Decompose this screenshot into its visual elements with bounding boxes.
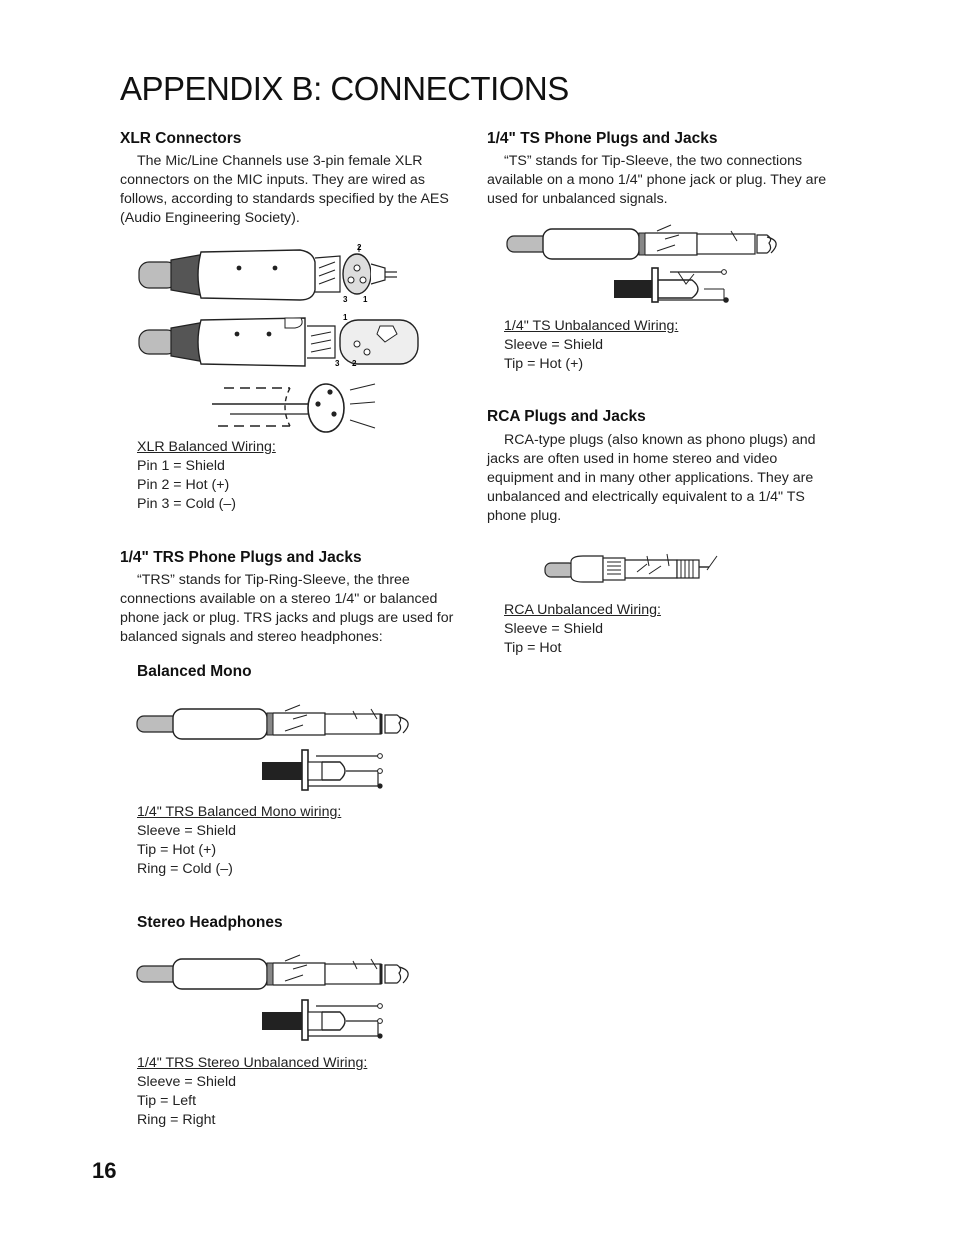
balanced-mono-caption (137, 803, 341, 879)
xlr-caption (137, 438, 276, 514)
trs-jack-schematic-stereo-headphones (260, 998, 390, 1044)
xlr-female-connector-diagram (135, 312, 425, 372)
ts-caption-title: 1/4" TS Unbalanced Wiring: (504, 318, 679, 334)
balanced-mono-caption-line: Sleeve = Shield (137, 823, 236, 839)
rca-caption-line: Tip = Hot (504, 640, 562, 656)
stereo-headphones-caption-title: 1/4" TRS Stereo Unbalanced Wiring: (137, 1055, 368, 1071)
balanced-mono-heading: Balanced Mono (137, 663, 252, 680)
rca-body (487, 431, 832, 526)
xlr-caption-line: Pin 2 = Hot (+) (137, 477, 230, 493)
xlr-top-pin-label-2: 2 (357, 243, 362, 252)
xlr-body (120, 152, 465, 228)
xlr-wiring-schematic (210, 378, 385, 438)
ts-caption (504, 317, 678, 374)
xlr-top-pin-label-1: 1 (363, 295, 368, 304)
ts-jack-schematic (612, 266, 742, 306)
trs-plug-diagram-stereo-headphones (135, 955, 420, 995)
trs-heading: 1/4" TRS Phone Plugs and Jacks (120, 549, 362, 566)
balanced-mono-caption-line: Ring = Cold (–) (137, 861, 233, 877)
stereo-headphones-caption-line: Tip = Left (137, 1093, 197, 1109)
stereo-headphones-caption-line: Ring = Right (137, 1112, 216, 1128)
rca-plug-diagram (543, 552, 723, 586)
rca-caption-title: RCA Unbalanced Wiring: (504, 602, 661, 618)
xlr-heading: XLR Connectors (120, 130, 242, 147)
trs-body-text: “TRS” stands for Tip-Ring-Sleeve, the three connections available on a stereo 1/4" or balanced phone jack or plug. TRS jacks and plugs are used for balanced signals and stereo headphones: (120, 572, 454, 645)
ts-caption-line: Tip = Hot (+) (504, 356, 584, 372)
trs-body (120, 571, 465, 647)
xlr-caption-line: Pin 3 = Cold (–) (137, 496, 236, 512)
rca-body-text: RCA-type plugs (also known as phono plugs) and jacks are often used in home stereo and video equipment and in many other applications. They are unbalanced and electrically equivalent to a 1/4" TS phone plug. (487, 432, 816, 524)
rca-caption-line: Sleeve = Shield (504, 621, 603, 637)
xlr-bottom-pin-label-3: 3 (335, 359, 340, 368)
page-number: 16 (92, 1158, 117, 1183)
xlr-caption-title: XLR Balanced Wiring: (137, 439, 276, 455)
trs-plug-diagram-balanced-mono (135, 705, 420, 745)
balanced-mono-caption-title: 1/4" TRS Balanced Mono wiring: (137, 804, 342, 820)
ts-plug-diagram (505, 225, 790, 265)
rca-heading: RCA Plugs and Jacks (487, 408, 646, 425)
xlr-body-text: The Mic/Line Channels use 3-pin female XLR connectors on the MIC inputs. They are wired as follows, according to standards specified by the AES (Audio Engineering Society). (120, 153, 449, 226)
ts-heading: 1/4" TS Phone Plugs and Jacks (487, 130, 718, 147)
xlr-bottom-pin-label-1: 1 (343, 313, 348, 322)
xlr-bottom-pin-label-2: 2 (352, 359, 357, 368)
ts-body (487, 152, 827, 209)
xlr-caption-line: Pin 1 = Shield (137, 458, 225, 474)
ts-caption-line: Sleeve = Shield (504, 337, 603, 353)
stereo-headphones-caption (137, 1054, 367, 1130)
stereo-headphones-caption-line: Sleeve = Shield (137, 1074, 236, 1090)
trs-jack-schematic-balanced-mono (260, 748, 390, 794)
xlr-male-connector-diagram (135, 240, 415, 310)
balanced-mono-caption-line: Tip = Hot (+) (137, 842, 217, 858)
page-title: APPENDIX B: CONNECTIONS (120, 70, 569, 107)
rca-caption (504, 601, 661, 658)
stereo-headphones-heading: Stereo Headphones (137, 914, 283, 931)
xlr-top-pin-label-3: 3 (343, 295, 348, 304)
ts-body-text: “TS” stands for Tip-Sleeve, the two connections available on a mono 1/4" phone jack or plug. They are used for unbalanced signals. (487, 153, 827, 207)
